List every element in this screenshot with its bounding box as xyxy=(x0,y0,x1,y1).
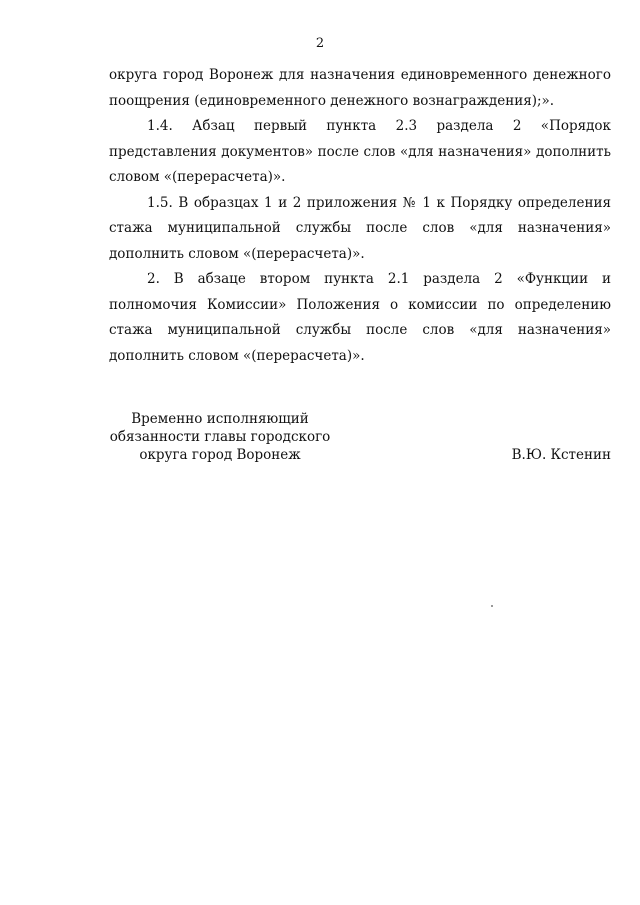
paragraph-1-4: 1.4. Абзац первый пункта 2.3 раздела 2 «Порядок представления документов» после слов «для назначения» дополнить словом «(перерасчета)». xyxy=(109,118,611,185)
signatory-position-line: округа город Воронеж xyxy=(139,447,301,463)
signatory-position-line: обязанности главы городского xyxy=(109,429,331,445)
paragraph-1-5: 1.5. В образцах 1 и 2 приложения № 1 к Порядку определения стажа муниципальной службы после слов «для назначения» дополнить словом «(перерасчета)». xyxy=(109,194,611,262)
paragraph-continuation: округа город Воронеж для назначения единовременного денежного поощрения (единовременного денежного вознаграждения);». xyxy=(109,67,611,109)
paragraph-2: 2. В абзаце втором пункта 2.1 раздела 2 «Функции и полномочия Комиссии» Положения о комиссии по определению стажа муниципальной службы после слов «для назначения» дополнить словом «(перерасчета)». xyxy=(109,271,611,364)
signatory-position-line: Временно исполняющий xyxy=(131,411,309,427)
signatory-position xyxy=(100,410,340,464)
document-body xyxy=(109,63,611,369)
page-number: 2 xyxy=(315,36,325,51)
scan-speck xyxy=(491,605,493,607)
signatory-name: В.Ю. Кстенин xyxy=(511,447,611,463)
